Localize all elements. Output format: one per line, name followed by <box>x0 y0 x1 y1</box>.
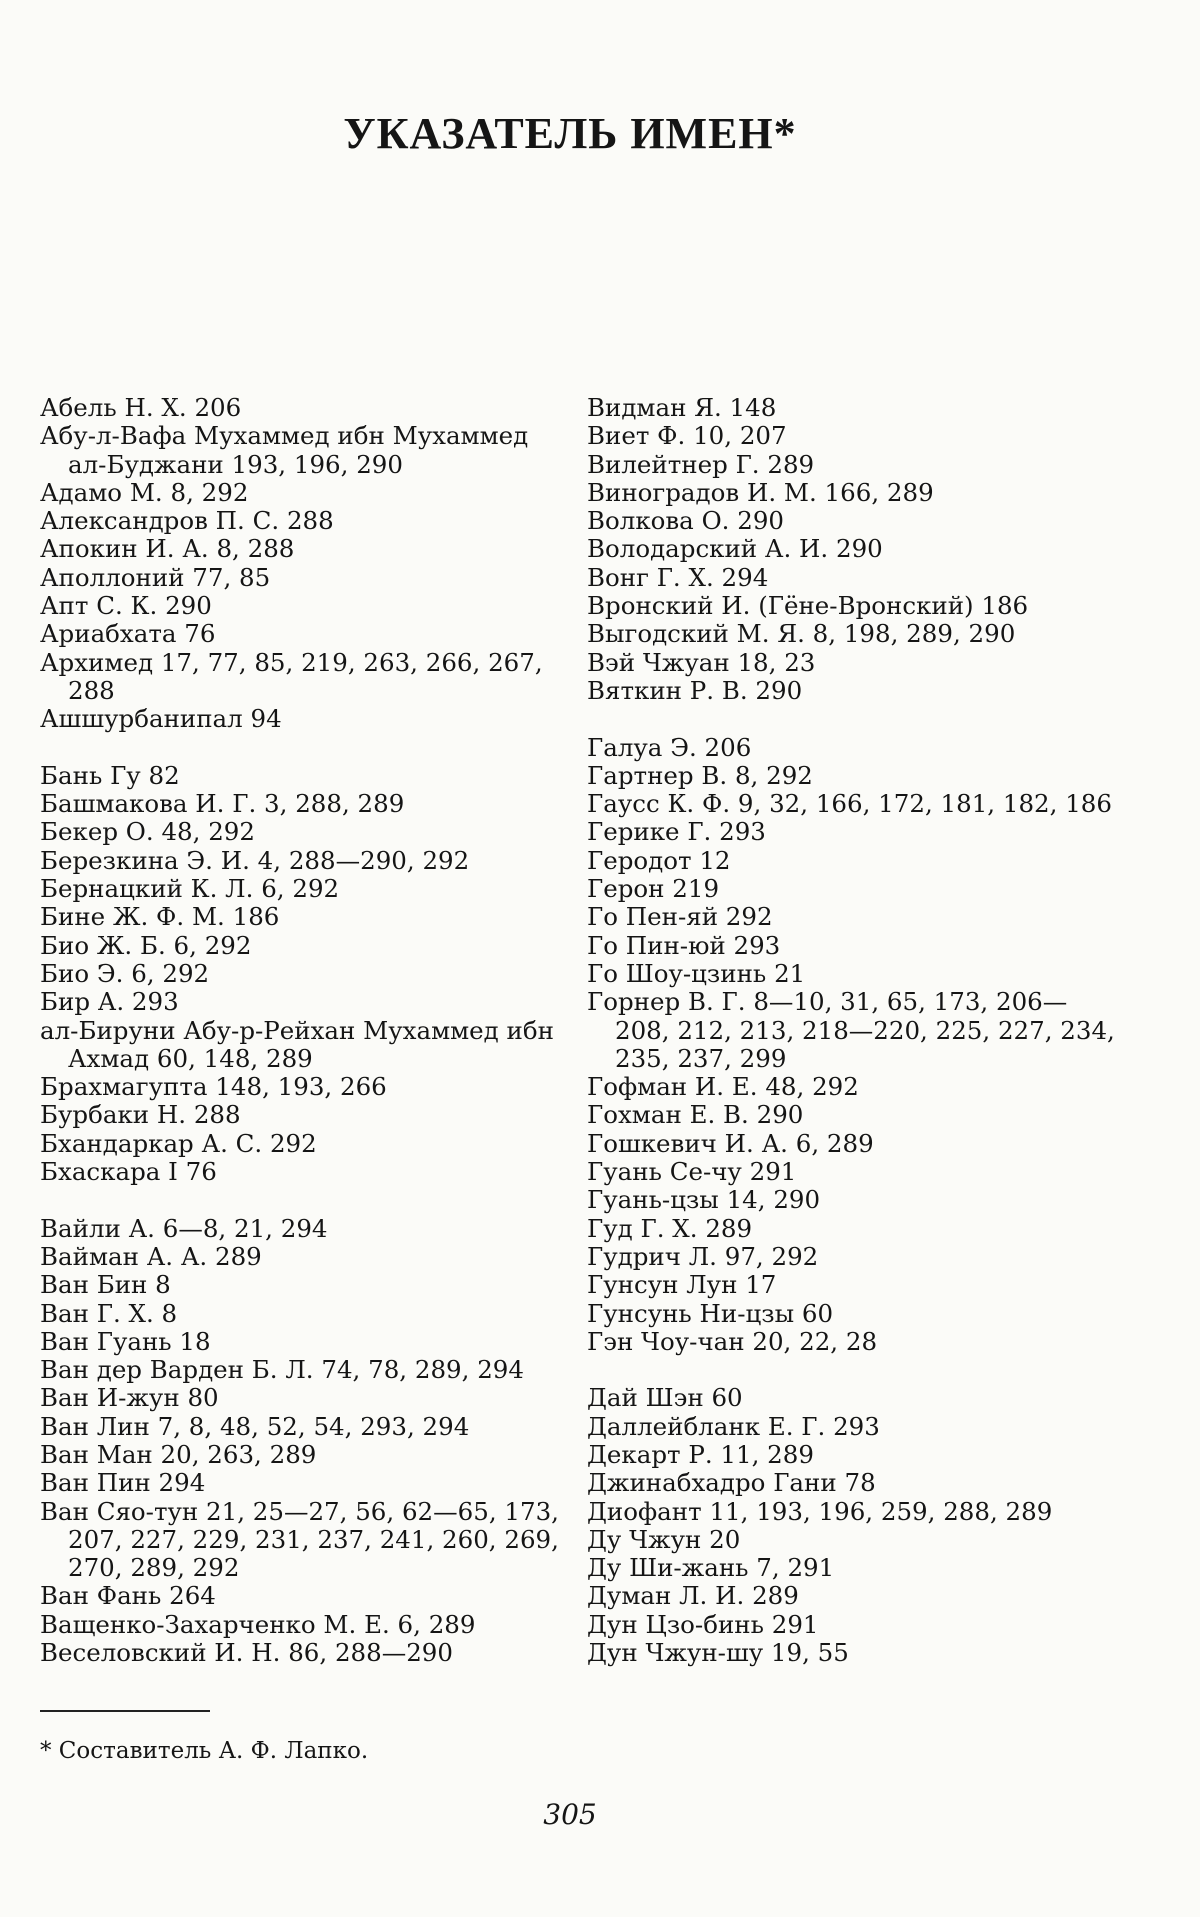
index-entry: Видман Я. 148 <box>587 393 777 422</box>
index-entry: Даллейбланк Е. Г. 293 <box>587 1411 880 1441</box>
index-entry: Володарский А. И. 290 <box>587 534 883 564</box>
index-entry: Виноградов И. М. 166, 289 <box>587 477 934 507</box>
index-entry: Гуань Се-чу 291 <box>587 1157 797 1187</box>
index-entry: Ван Бин 8 <box>40 1270 171 1300</box>
index-entry: Декарт Р. 11, 289 <box>587 1439 814 1469</box>
index-entry: Ван Г. Х. 8 <box>40 1298 178 1328</box>
index-entry: Гохман Е. В. 290 <box>587 1100 804 1130</box>
index-entry: Ван Сяо-тун 21, 25—27, 56, 62—65, 173, 207, 227, 229, 231, 237, 241, 260, 269, 270, 289, 292 <box>40 1496 559 1583</box>
index-entry: Бине Ж. Ф. М. 186 <box>40 902 280 932</box>
index-column-left <box>40 394 570 1667</box>
page-title: УКАЗАТЕЛЬ ИМЕН* <box>343 109 797 158</box>
index-entry: Гуань-цзы 14, 290 <box>587 1185 821 1215</box>
index-entry: Бхаскара I 76 <box>40 1157 217 1187</box>
index-entry: Гэн Чоу-чан 20, 22, 28 <box>587 1326 878 1356</box>
index-entry: Гофман И. Е. 48, 292 <box>587 1072 859 1102</box>
index-entry: Био Э. 6, 292 <box>40 958 210 988</box>
index-entry: Гунсунь Ни-цзы 60 <box>587 1298 834 1328</box>
index-entry: Ван Лин 7, 8, 48, 52, 54, 293, 294 <box>40 1411 470 1441</box>
index-entry: Веселовский И. Н. 86, 288—290 <box>40 1638 453 1668</box>
index-entry: Бир А. 293 <box>40 987 179 1017</box>
index-entry: Вайман А. А. 289 <box>40 1241 262 1271</box>
index-entry: Александров П. С. 288 <box>40 506 334 536</box>
index-entry: Вонг Г. Х. 294 <box>587 562 769 592</box>
index-entry: Березкина Э. И. 4, 288—290, 292 <box>40 845 470 875</box>
index-entry: Герике Г. 293 <box>587 817 766 847</box>
index-entry: Био Ж. Б. 6, 292 <box>40 930 252 960</box>
index-entry: Геродот 12 <box>587 845 731 875</box>
index-entry: Галуа Э. 206 <box>587 732 752 762</box>
index-entry: Виет Ф. 10, 207 <box>587 421 787 451</box>
index-entry: Джинабхадро Гани 78 <box>587 1468 876 1498</box>
index-column-right <box>587 394 1117 1667</box>
index-entry: Вяткин Р. В. 290 <box>587 675 803 705</box>
index-entry: Герон 219 <box>587 874 720 904</box>
page-number: 305 <box>543 1798 597 1831</box>
index-entry: Волкова О. 290 <box>587 506 784 536</box>
index-entry: Брахмагупта 148, 193, 266 <box>40 1072 387 1102</box>
index-entry: Ду Ши-жань 7, 291 <box>587 1553 835 1583</box>
index-entry: Думан Л. И. 289 <box>587 1581 799 1611</box>
index-entry: Бхандаркар А. С. 292 <box>40 1128 317 1158</box>
index-entry: Вилейтнер Г. 289 <box>587 449 815 479</box>
index-entry: Ван Гуань 18 <box>40 1326 211 1356</box>
footnote: * Составитель А. Ф. Лапко. <box>40 1738 369 1764</box>
index-entry: Апт С. К. 290 <box>40 591 212 621</box>
index-entry: Дай Шэн 60 <box>587 1383 743 1413</box>
index-entry: Диофант 11, 193, 196, 259, 288, 289 <box>587 1496 1053 1526</box>
index-entry: Горнер В. Г. 8—10, 31, 65, 173, 206—208, 212, 213, 218—220, 225, 227, 234, 235, 237, 299 <box>587 987 1115 1073</box>
index-entry: Апокин И. А. 8, 288 <box>40 534 295 564</box>
index-entry: Ващенко-Захарченко М. Е. 6, 289 <box>40 1609 476 1639</box>
index-entry: Ван Пин 294 <box>40 1468 206 1498</box>
letter-group-gap <box>587 1356 1117 1384</box>
index-entry: Гартнер В. 8, 292 <box>587 760 813 790</box>
index-entry: ал-Бируни Абу-р-Рейхан Мухаммед ибн Ахмад 60, 148, 289 <box>40 1015 554 1073</box>
index-entry: Бань Гу 82 <box>40 760 180 790</box>
index-entry: Дун Чжун-шу 19, 55 <box>587 1638 849 1668</box>
index-entry: Бекер О. 48, 292 <box>40 817 255 847</box>
index-entry: Вронский И. (Гёне-Вронский) 186 <box>587 591 1029 621</box>
index-entry: Бурбаки Н. 288 <box>40 1100 241 1130</box>
index-entry: Гаусс К. Ф. 9, 32, 166, 172, 181, 182, 186 <box>587 789 1112 819</box>
index-entry: Гуд Г. Х. 289 <box>587 1213 753 1243</box>
index-entry: Абу-л-Вафа Мухаммед ибн Мухаммед ал-Буджани 193, 196, 290 <box>40 421 529 479</box>
index-entry: Ван И-жун 80 <box>40 1383 219 1413</box>
letter-group-gap <box>40 1186 570 1214</box>
index-entry: Го Шоу-цзинь 21 <box>587 958 806 988</box>
index-entry: Абель Н. Х. 206 <box>40 393 242 422</box>
index-entry: Башмакова И. Г. 3, 288, 289 <box>40 789 405 819</box>
index-entry: Аполлоний 77, 85 <box>40 562 271 592</box>
index-entry: Ван дер Варден Б. Л. 74, 78, 289, 294 <box>40 1355 524 1385</box>
footnote-divider <box>40 1710 210 1712</box>
index-entry: Дун Цзо-бинь 291 <box>587 1609 819 1639</box>
index-entry: Вайли А. 6—8, 21, 294 <box>40 1213 328 1243</box>
index-entry: Ду Чжун 20 <box>587 1524 741 1554</box>
index-entry: Ван Ман 20, 263, 289 <box>40 1439 317 1469</box>
index-entry: Адамо М. 8, 292 <box>40 477 249 507</box>
index-entry: Гудрич Л. 97, 292 <box>587 1241 819 1271</box>
letter-group-gap <box>587 705 1117 733</box>
index-entry: Гошкевич И. А. 6, 289 <box>587 1128 874 1158</box>
index-entry: Вэй Чжуан 18, 23 <box>587 647 816 677</box>
index-entry: Гунсун Лун 17 <box>587 1270 777 1300</box>
index-entry: Го Пин-юй 293 <box>587 930 781 960</box>
index-entry: Го Пен-яй 292 <box>587 902 773 932</box>
index-entry: Выгодский М. Я. 8, 198, 289, 290 <box>587 619 1016 649</box>
index-entry: Ашшурбанипал 94 <box>40 704 282 734</box>
index-entry: Бернацкий К. Л. 6, 292 <box>40 874 340 904</box>
index-entry: Ван Фань 264 <box>40 1581 216 1611</box>
index-entry: Ариабхата 76 <box>40 619 216 649</box>
letter-group-gap <box>40 734 570 762</box>
index-entry: Архимед 17, 77, 85, 219, 263, 266, 267, 288 <box>40 647 543 705</box>
